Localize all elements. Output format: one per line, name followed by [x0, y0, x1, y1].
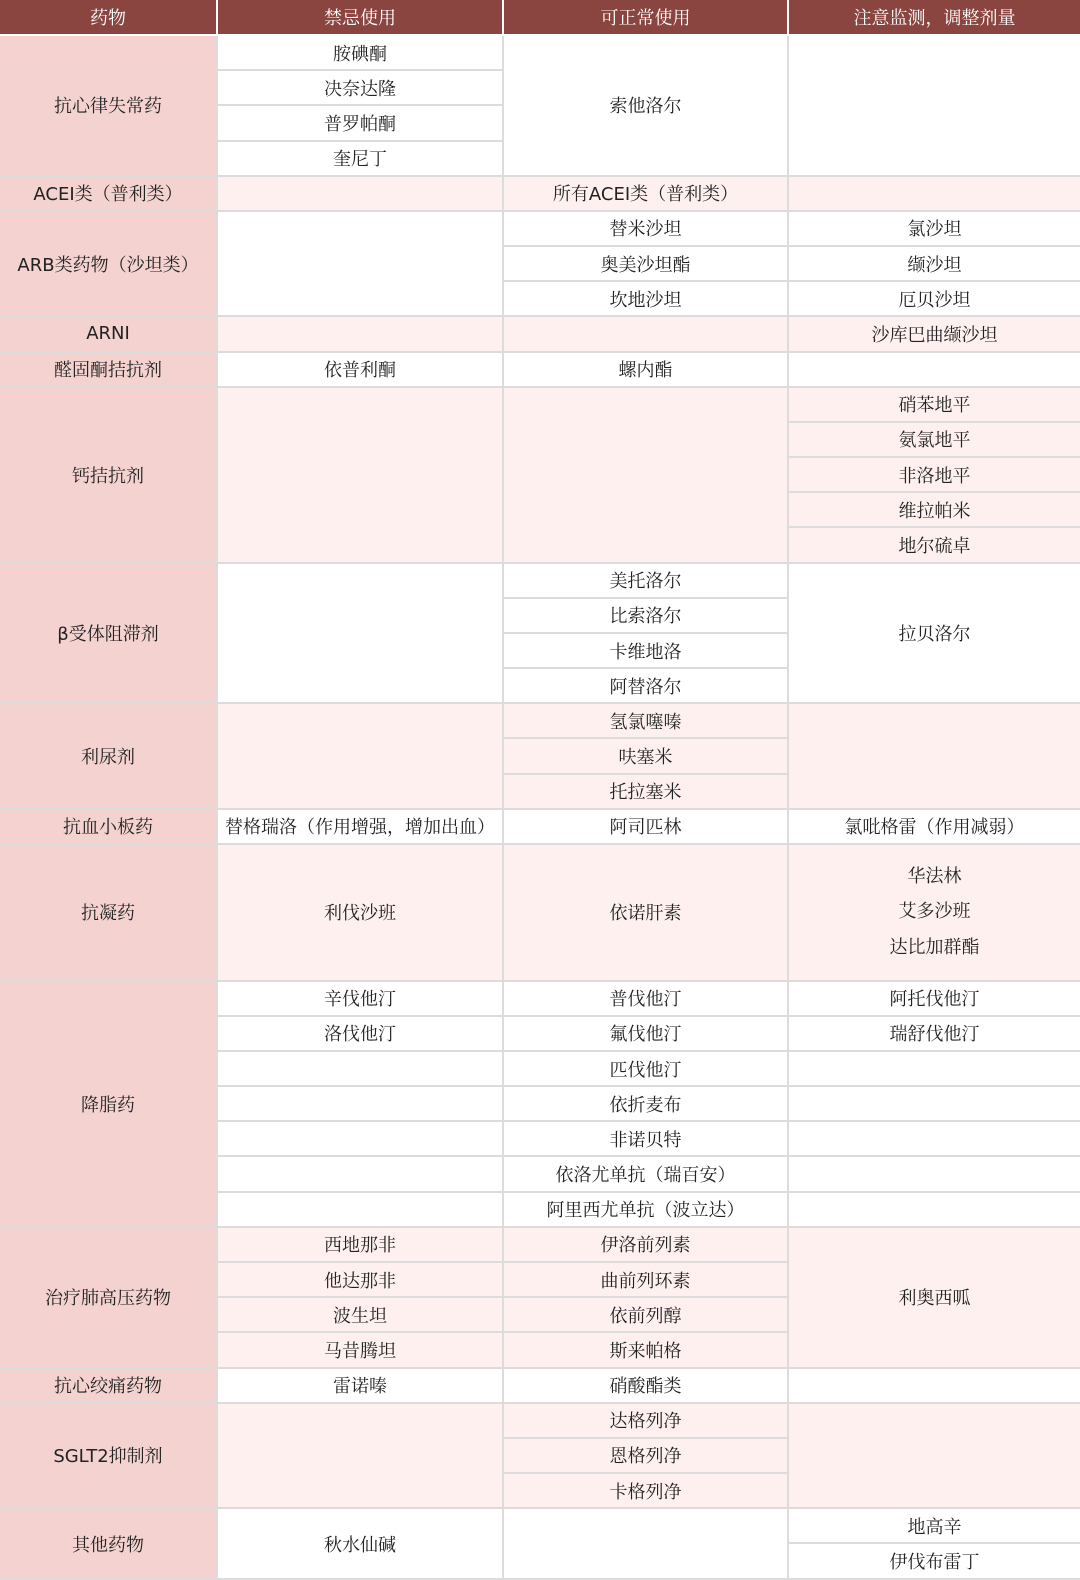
monitor-cell — [788, 1051, 1080, 1086]
contraindicated-cell — [217, 387, 503, 563]
normal-use-cell: 依折麦布 — [503, 1086, 788, 1121]
category-cell: 抗心律失常药 — [0, 35, 217, 176]
contraindicated-cell: 波生坦 — [217, 1297, 503, 1332]
monitor-cell: 阿托伐他汀 — [788, 981, 1080, 1016]
normal-use-cell: 斯来帕格 — [503, 1332, 788, 1367]
monitor-item: 达比加群酯 — [889, 937, 980, 959]
table-row — [0, 387, 1080, 422]
normal-use-cell: 阿替洛尔 — [503, 668, 788, 703]
contraindicated-cell: 依普利酮 — [217, 352, 503, 387]
contraindicated-cell: 胺碘酮 — [217, 35, 503, 70]
contraindicated-cell — [217, 1403, 503, 1509]
monitor-cell: 缬沙坦 — [788, 246, 1080, 281]
monitor-cell: 利奥西呱 — [788, 1227, 1080, 1368]
category-cell: ACEI类（普利类） — [0, 176, 217, 211]
normal-use-cell: 伊洛前列素 — [503, 1227, 788, 1262]
contraindicated-cell: 秋水仙碱 — [217, 1508, 503, 1579]
table-row — [0, 352, 1080, 387]
header-contraindicated: 禁忌使用 — [217, 0, 503, 35]
contraindicated-cell: 辛伐他汀 — [217, 981, 503, 1016]
contraindicated-cell: 利伐沙班 — [217, 844, 503, 981]
contraindicated-cell — [217, 176, 503, 211]
header-monitor-adjust: 注意监测，调整剂量 — [788, 0, 1080, 35]
table-row — [0, 1227, 1080, 1262]
normal-use-cell: 替米沙坦 — [503, 211, 788, 246]
normal-use-cell: 比索洛尔 — [503, 598, 788, 633]
table-row — [0, 176, 1080, 211]
normal-use-cell: 阿司匹林 — [503, 809, 788, 844]
contraindicated-cell: 他达那非 — [217, 1262, 503, 1297]
category-cell: 抗血小板药 — [0, 809, 217, 844]
monitor-cell: 硝苯地平 — [788, 387, 1080, 422]
monitor-cell — [788, 703, 1080, 809]
table-row — [0, 1508, 1080, 1543]
normal-use-cell: 曲前列环素 — [503, 1262, 788, 1297]
category-cell: 利尿剂 — [0, 703, 217, 809]
category-cell: 降脂药 — [0, 981, 217, 1227]
normal-use-cell — [503, 387, 788, 563]
normal-use-cell: 依诺肝素 — [503, 844, 788, 981]
category-cell: 钙拮抗剂 — [0, 387, 217, 563]
monitor-cell: 瑞舒伐他汀 — [788, 1016, 1080, 1051]
monitor-cell — [788, 1156, 1080, 1191]
normal-use-cell: 非诺贝特 — [503, 1121, 788, 1156]
normal-use-cell: 美托洛尔 — [503, 563, 788, 598]
contraindicated-cell: 替格瑞洛（作用增强，增加出血） — [217, 809, 503, 844]
contraindicated-cell — [217, 1156, 503, 1191]
contraindicated-cell: 普罗帕酮 — [217, 105, 503, 140]
normal-use-cell: 托拉塞米 — [503, 774, 788, 809]
normal-use-cell: 达格列净 — [503, 1403, 788, 1438]
monitor-item: 华法林 — [907, 865, 962, 887]
normal-use-cell: 恩格列净 — [503, 1438, 788, 1473]
normal-use-cell — [503, 1508, 788, 1579]
monitor-cell: 地尔硫卓 — [788, 527, 1080, 562]
contraindicated-cell — [217, 1086, 503, 1121]
contraindicated-cell — [217, 1192, 503, 1227]
contraindicated-cell: 洛伐他汀 — [217, 1016, 503, 1051]
table-row — [0, 703, 1080, 738]
normal-use-cell: 坎地沙坦 — [503, 281, 788, 316]
table-row — [0, 981, 1080, 1016]
table-row — [0, 211, 1080, 246]
normal-use-cell: 卡维地洛 — [503, 633, 788, 668]
category-cell: 其他药物 — [0, 1508, 217, 1579]
contraindicated-cell: 决奈达隆 — [217, 70, 503, 105]
category-cell: ARB类药物（沙坦类） — [0, 211, 217, 317]
table-row — [0, 1368, 1080, 1403]
monitor-cell — [788, 844, 1080, 981]
monitor-cell: 拉贝洛尔 — [788, 563, 1080, 704]
normal-use-cell: 依洛尤单抗（瑞百安） — [503, 1156, 788, 1191]
header-normal-use: 可正常使用 — [503, 0, 788, 35]
normal-use-cell: 硝酸酯类 — [503, 1368, 788, 1403]
category-cell: β受体阻滞剂 — [0, 563, 217, 704]
normal-use-cell: 奥美沙坦酯 — [503, 246, 788, 281]
category-cell: 治疗肺高压药物 — [0, 1227, 217, 1368]
monitor-cell — [788, 1086, 1080, 1121]
monitor-cell — [788, 352, 1080, 387]
category-cell: 醛固酮拮抗剂 — [0, 352, 217, 387]
contraindicated-cell: 奎尼丁 — [217, 141, 503, 176]
monitor-cell: 氯吡格雷（作用减弱） — [788, 809, 1080, 844]
contraindicated-cell — [217, 703, 503, 809]
normal-use-cell: 氟伐他汀 — [503, 1016, 788, 1051]
contraindicated-cell — [217, 1121, 503, 1156]
table-row — [0, 35, 1080, 70]
normal-use-cell: 氢氯噻嗪 — [503, 703, 788, 738]
contraindicated-cell — [217, 316, 503, 351]
monitor-cell: 非洛地平 — [788, 457, 1080, 492]
table-row — [0, 809, 1080, 844]
monitor-cell: 厄贝沙坦 — [788, 281, 1080, 316]
normal-use-cell: 依前列醇 — [503, 1297, 788, 1332]
normal-use-cell: 卡格列净 — [503, 1473, 788, 1508]
category-cell: 抗凝药 — [0, 844, 217, 981]
header-drug: 药物 — [0, 0, 217, 35]
monitor-cell — [788, 1192, 1080, 1227]
monitor-cell: 地高辛 — [788, 1508, 1080, 1543]
monitor-item: 艾多沙班 — [898, 901, 971, 923]
monitor-cell: 氨氯地平 — [788, 422, 1080, 457]
monitor-cell: 维拉帕米 — [788, 492, 1080, 527]
normal-use-cell: 普伐他汀 — [503, 981, 788, 1016]
header-row — [0, 0, 1080, 35]
monitor-cell: 氯沙坦 — [788, 211, 1080, 246]
monitor-cell — [788, 35, 1080, 176]
normal-use-cell — [503, 316, 788, 351]
monitor-cell: 伊伐布雷丁 — [788, 1543, 1080, 1579]
contraindicated-cell: 西地那非 — [217, 1227, 503, 1262]
monitor-cell — [788, 1403, 1080, 1509]
normal-use-cell: 所有ACEI类（普利类） — [503, 176, 788, 211]
category-cell: 抗心绞痛药物 — [0, 1368, 217, 1403]
table-row — [0, 844, 1080, 981]
normal-use-cell: 螺内酯 — [503, 352, 788, 387]
normal-use-cell: 呋塞米 — [503, 738, 788, 773]
contraindicated-cell — [217, 563, 503, 704]
normal-use-cell: 阿里西尤单抗（波立达） — [503, 1192, 788, 1227]
table-row — [0, 316, 1080, 351]
monitor-cell — [788, 1121, 1080, 1156]
normal-use-cell: 索他洛尔 — [503, 35, 788, 176]
monitor-cell: 沙库巴曲缬沙坦 — [788, 316, 1080, 351]
table-row — [0, 563, 1080, 598]
contraindicated-cell: 雷诺嗪 — [217, 1368, 503, 1403]
category-cell: SGLT2抑制剂 — [0, 1403, 217, 1509]
contraindicated-cell: 马昔腾坦 — [217, 1332, 503, 1367]
monitor-cell — [788, 1368, 1080, 1403]
monitor-cell — [788, 176, 1080, 211]
contraindicated-cell — [217, 211, 503, 317]
contraindicated-cell — [217, 1051, 503, 1086]
category-cell: ARNI — [0, 316, 217, 351]
normal-use-cell: 匹伐他汀 — [503, 1051, 788, 1086]
table-row — [0, 1403, 1080, 1438]
